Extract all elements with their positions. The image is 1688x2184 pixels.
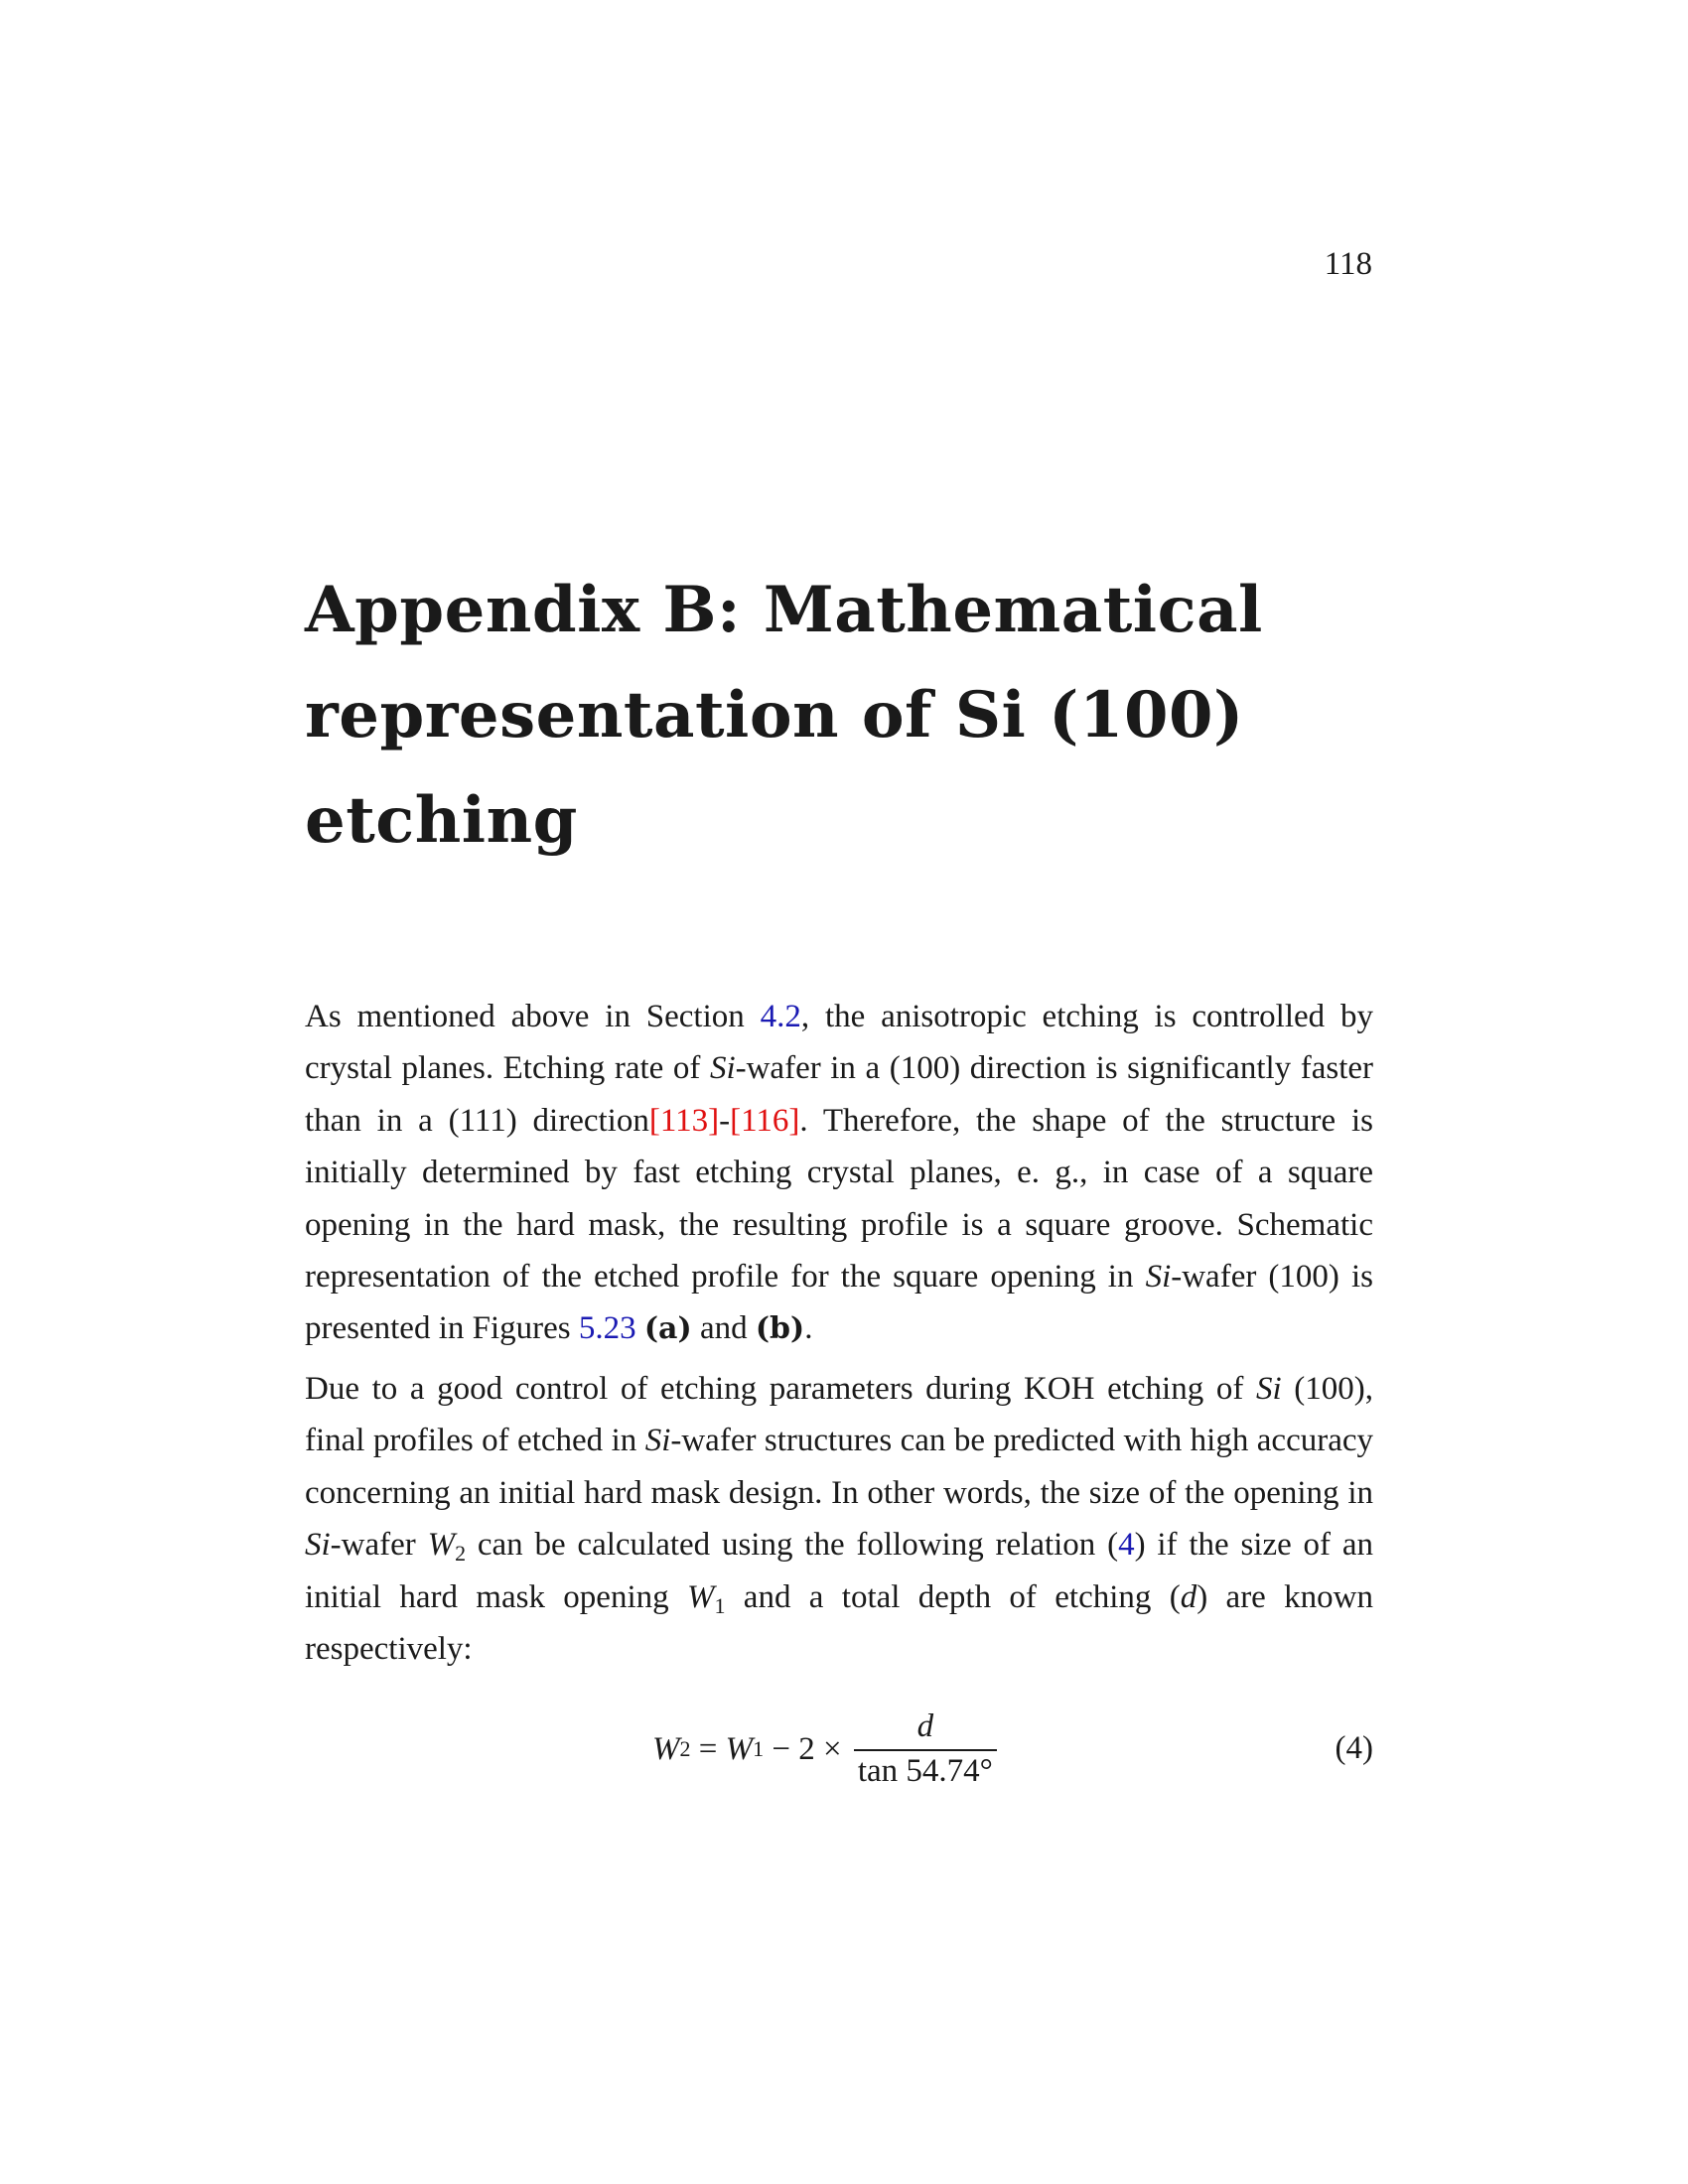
math-si: Si: [1145, 1259, 1172, 1296]
citation-link[interactable]: [116]: [730, 1102, 800, 1139]
subscript: 2: [455, 1541, 467, 1567]
figure-part-b: (b): [755, 1311, 805, 1347]
math-w2: [427, 1527, 467, 1567]
math-si: Si: [1255, 1371, 1282, 1407]
eq-numerator: d: [854, 1708, 997, 1751]
text: . Therefore, the shape of the structure is initially determined by fast etching crystal planes, e. g., in case of a square opening in the hard mask, the resulting profile is a square groove. Schematic representation of the etched profile for the square opening in: [305, 1102, 1373, 1296]
equation-reference-link[interactable]: 4: [1118, 1527, 1135, 1564]
figure-reference-link[interactable]: 5.23: [578, 1310, 636, 1347]
eq-equals: =: [690, 1730, 726, 1767]
text: -wafer in a (100) direction is significantly faster than in a (111) direction: [305, 1050, 1374, 1139]
chapter-title: Appendix B: Mathematical representation of Si (100) etching: [305, 573, 1263, 858]
text: -: [719, 1102, 731, 1139]
page-number: 118: [1324, 246, 1372, 282]
math-si: Si: [644, 1423, 671, 1459]
text: As mentioned above in Section: [305, 999, 761, 1034]
eq-middle: − 2 ×: [764, 1730, 850, 1767]
figure-part-a: (a): [643, 1311, 692, 1347]
eq-rhs-w: W: [725, 1730, 754, 1767]
text: ) if the size of an initial hard mask opening: [305, 1527, 1373, 1615]
text: [636, 1310, 644, 1346]
math-d: d: [1180, 1578, 1197, 1615]
math-w: W: [427, 1527, 456, 1564]
equation-4: [305, 1700, 1373, 1809]
text: -wafer: [330, 1527, 428, 1564]
subscript: 1: [714, 1592, 726, 1618]
section-reference-link[interactable]: 4.2: [760, 999, 801, 1034]
paragraph-1: [305, 991, 1373, 1356]
math-si: Si: [709, 1050, 736, 1087]
text: , the anisotropic etching is controlled by crystal planes. Etching rate of: [305, 999, 1373, 1087]
math-w1: [686, 1578, 726, 1618]
equation-body: W 2 = W 1 − 2 × $\frac{d}{\tan 54.74^\circ}$: [652, 1700, 993, 1799]
text: (100), final profiles of etched in: [305, 1371, 1373, 1459]
text: -wafer (100) is presented in Figures: [305, 1259, 1373, 1347]
equation-number: (4): [1335, 1730, 1373, 1766]
text: Due to a good control of etching parameters during KOH etching of: [305, 1371, 1256, 1407]
eq-denominator: tan 54.74°: [857, 1753, 993, 1789]
text: can be calculated using the following relation (: [466, 1527, 1119, 1564]
math-si: Si: [305, 1527, 331, 1564]
text: and: [691, 1310, 756, 1347]
paragraph-2: [305, 1363, 1373, 1675]
text: ) are known respectively:: [305, 1578, 1374, 1668]
math-w: W: [686, 1578, 715, 1615]
eq-fraction: [858, 1708, 993, 1790]
text: -wafer structures can be predicted with high accuracy concerning an initial hard mask design. In other words, the size of the opening in: [305, 1423, 1374, 1511]
text: and a total depth of etching (: [725, 1578, 1181, 1615]
eq-lhs-w: W: [652, 1730, 680, 1767]
text: .: [804, 1310, 813, 1347]
citation-link[interactable]: [113]: [648, 1102, 720, 1139]
